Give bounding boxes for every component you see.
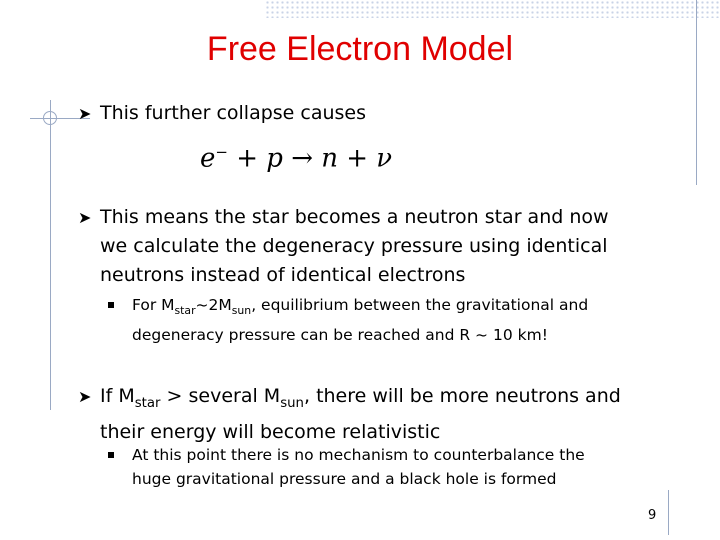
sub-bullet-text: huge gravitational pressure and a black hole is formed: [132, 470, 557, 488]
bullet-collapse: [78, 99, 366, 128]
bullet-text: their energy will become relativistic: [100, 420, 441, 443]
decorative-circle: [43, 111, 57, 125]
bullet-text: neutrons instead of identical electrons: [100, 264, 466, 286]
bullet-text: This means the star becomes a neutron star and now: [100, 206, 609, 228]
bullet-neutron-star: [78, 203, 698, 290]
equation-charge: −: [215, 143, 228, 161]
decorative-left-line: [50, 100, 51, 410]
equation-rest: + p → n + ν: [227, 143, 393, 174]
sub-bullet-text: degeneracy pressure can be reached and R ~ 10 km!: [132, 326, 548, 345]
page-number: 9: [648, 508, 657, 523]
reaction-equation: [200, 143, 392, 174]
sub-bullet-black-hole: [110, 443, 670, 491]
sub-bullet-text: For $M_{star}\sim 2M_{sun}$, equilibrium between the gravitational and: [132, 296, 589, 318]
equation-electron: e: [200, 143, 216, 174]
arrow-bullet-icon: ➤: [78, 208, 92, 227]
slide-title: Free Electron Model: [206, 30, 514, 68]
decorative-vertical-line: [696, 0, 697, 185]
bullet-relativistic: ➤ If $M_{star}$ > several $M_{sun}$, there will be more neutrons and their energy will become relativistic: [78, 382, 698, 447]
bullet-text: we calculate the degeneracy pressure using identical: [100, 235, 608, 257]
square-bullet-icon: [108, 452, 114, 458]
arrow-bullet-icon: ➤: [78, 387, 92, 406]
square-bullet-icon: [108, 302, 114, 308]
bullet-text: This further collapse causes: [100, 102, 367, 124]
dot-pattern-decoration: [265, 0, 720, 18]
page-number-line: [668, 490, 669, 535]
arrow-bullet-icon: ➤: [78, 104, 92, 123]
sub-bullet-equilibrium: [110, 293, 670, 347]
sub-bullet-text: At this point there is no mechanism to counterbalance the: [132, 446, 585, 464]
